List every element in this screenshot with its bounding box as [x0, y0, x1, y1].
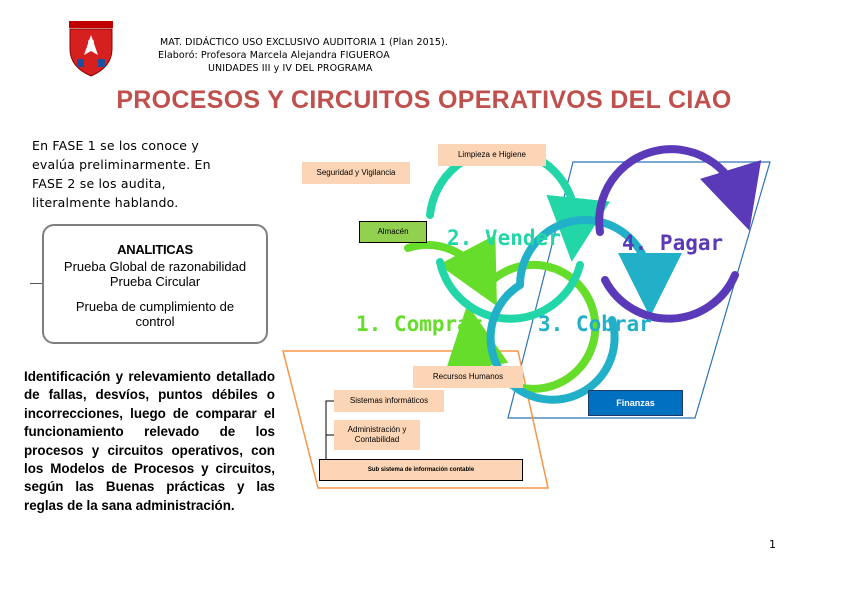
- tag-limpieza: Limpieza e Higiene: [438, 144, 546, 166]
- cycle-label-comprar: 1. Comprar: [356, 312, 483, 336]
- intro-text: En FASE 1 se los conoce y evalúa preliminarmente. En FASE 2 se los audita, literalmente hablando.: [32, 138, 211, 210]
- analiticas-item-2: Prueba Circular: [109, 274, 201, 289]
- page-title: PROCESOS Y CIRCUITOS OPERATIVOS DEL CIAO: [116, 86, 732, 114]
- analiticas-heading: ANALITICAS: [117, 242, 193, 257]
- cycle-label-vender: 2. Vender: [447, 226, 561, 250]
- page-number: 1: [769, 538, 776, 551]
- tag-administracion: Administración y Contabilidad: [334, 420, 420, 450]
- tag-almacen: Almacén: [359, 221, 427, 243]
- analiticas-item-1: Prueba Global de razonabilidad: [63, 259, 247, 274]
- header-line-2: Elaboró: Profesora Marcela Alejandra FIGUEROA: [158, 50, 390, 61]
- tag-subsistema: Sub sistema de información contable: [319, 459, 523, 481]
- cycle-label-cobrar: 3. Cobrar: [538, 312, 652, 336]
- header-line-1: MAT. DIDÁCTICO USO EXCLUSIVO AUDITORIA 1 (Plan 2015).: [160, 37, 448, 48]
- tag-sistemas: Sistemas informáticos: [334, 390, 444, 412]
- identification-paragraph: Identificación y relevamiento detallado de fallas, desvíos, puntos débiles o incorrecciones, luego de comparar el funcionamiento relevado de los procesos y circuitos operativos, con los Modelos de Procesos y circuitos, según las Buenas prácticas y las reglas de la sana administración.: [24, 369, 275, 513]
- header-line-3: UNIDADES III y IV DEL PROGRAMA: [208, 63, 373, 74]
- analiticas-item-3: Prueba de cumplimiento de control: [75, 299, 235, 329]
- tag-finanzas: Finanzas: [588, 390, 683, 416]
- cycle-label-pagar: 4. Pagar: [622, 231, 724, 255]
- tag-seguridad: Seguridad y Vigilancia: [302, 162, 410, 184]
- tag-rrhh: Recursos Humanos: [413, 366, 523, 388]
